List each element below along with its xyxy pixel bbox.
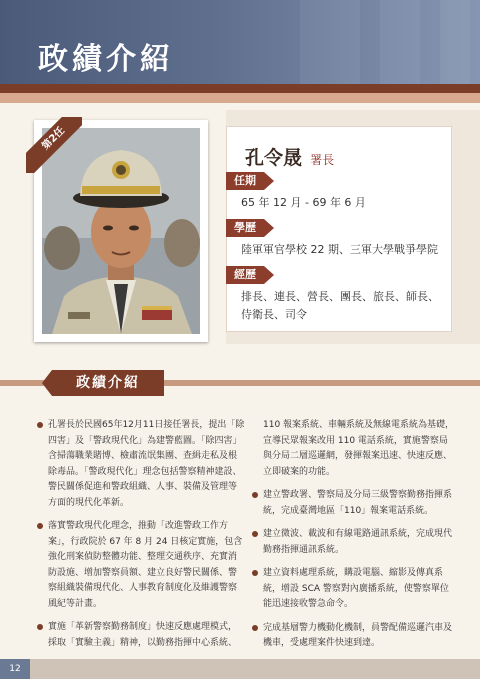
- page-title: 政績介紹: [38, 42, 174, 77]
- list-item: [252, 527, 460, 558]
- text-line: 能迅速接收警急命令。: [263, 599, 354, 609]
- text-line: 建立微波、載波和有線電路通訊系統，完成現代: [263, 529, 453, 539]
- text-line: 機車，受處理案件快速到達。: [263, 638, 381, 648]
- text-line: 警民關係促進和警政組織、人事、裝備及管理等: [48, 482, 238, 492]
- text-line: 方面的現代化革新。: [48, 497, 130, 508]
- name-row: [245, 143, 334, 170]
- text-line: 勤務指揮通訊系統。: [263, 544, 345, 555]
- text-line: 建立警政署、警察局及分局三級警察勤務指揮系: [263, 490, 453, 500]
- bullet-icon: [37, 523, 43, 529]
- page-number: 12: [0, 659, 30, 679]
- text-line: 落實警政現代化理念，推動「改進警政工作方: [48, 521, 229, 531]
- list-item: [252, 488, 460, 519]
- bullet-icon: [252, 570, 258, 576]
- header-divider: [0, 84, 480, 93]
- text-line: 孔署長於民國65年12月11日接任署長，提出「除: [48, 420, 245, 430]
- list-item: [37, 620, 247, 651]
- experience-value-2: 侍衛長、司令: [241, 308, 307, 321]
- text-line: 建立資料處理系統，購設電腦、縮影及傳真系: [263, 568, 444, 578]
- text-line: 察組織裝備現代化、人事教育制度化及維護警察: [48, 583, 238, 593]
- achievements-right-column: [252, 418, 460, 660]
- text-line: 含掃蕩職業賭博、檢肅流氓集團、查緝走私及根: [48, 451, 238, 461]
- text-line: 統，完成臺灣地區「110」報案電話系統。: [263, 505, 434, 516]
- text-line: 風紀等計畫。: [48, 598, 103, 609]
- bullet-icon: [37, 422, 43, 428]
- person-name: 孔令晟: [245, 147, 303, 169]
- text-line: 強化刑案偵防整體功能、整理交通秩序、充實消: [48, 552, 238, 562]
- footer-bar: [0, 659, 480, 679]
- text-line: 防設施、增加警察員額、建立良好警民關係、警: [48, 567, 238, 578]
- text-line: 完成基層警力機動化機制，員警配備巡邏汽車及: [263, 622, 453, 633]
- achievements-left-column: [37, 418, 247, 659]
- person-rank: 署長: [310, 153, 335, 167]
- bullet-icon: [37, 624, 43, 630]
- header-divider-light: [0, 93, 480, 103]
- text-line: 110 報案系統、車輛系統及無線電系統為基礎，: [263, 420, 455, 430]
- list-item: [37, 519, 247, 612]
- bullet-icon: [252, 492, 258, 498]
- education-value: 陸軍軍官學校 22 期、三軍大學戰爭學院: [241, 243, 438, 256]
- education-label: 學歷: [226, 219, 264, 237]
- list-item: [252, 621, 460, 652]
- text-line: 與分局二層巡邏網，發揮報案迅速、快速反應、: [263, 451, 453, 461]
- bullet-icon: [252, 531, 258, 537]
- term-ribbon: [26, 117, 82, 173]
- term-value: 65 年 12 月 - 69 年 6 月: [241, 196, 366, 209]
- list-item-continued: [252, 418, 460, 480]
- list-item: [252, 566, 460, 613]
- text-line: 統，增設 SCA 警察對內廣播系統，使警察單位: [263, 583, 449, 594]
- experience-value-1: 排長、連長、營長、團長、旅長、師長、: [241, 290, 439, 303]
- term-label: 任期: [226, 172, 264, 190]
- bullet-icon: [252, 625, 258, 631]
- text-line: 採取「實驗主義」精神，以勤務指揮中心系統、: [48, 637, 238, 648]
- text-line: 四害」及「警政現代化」為建警藍圖。「除四害」: [48, 435, 242, 446]
- experience-label: 經歷: [226, 266, 264, 284]
- text-line: 案」，行政院於 67 年 8 月 24 日核定實施，包含: [48, 536, 243, 547]
- term-badge: 第2任: [26, 117, 82, 173]
- text-line: 實施「革新警察勤務制度」快速反應處理模式，: [48, 622, 238, 632]
- text-line: 宣導民眾報案改用 110 電話系統，實施警察局: [263, 435, 448, 446]
- section-title: 政績介紹: [52, 370, 164, 396]
- text-line: 除毒品。「警政現代化」理念包括警察精神建設、: [48, 466, 242, 477]
- text-line: 立即破案的功能。: [263, 466, 336, 477]
- header-banner: [0, 0, 480, 84]
- list-item: [37, 418, 247, 511]
